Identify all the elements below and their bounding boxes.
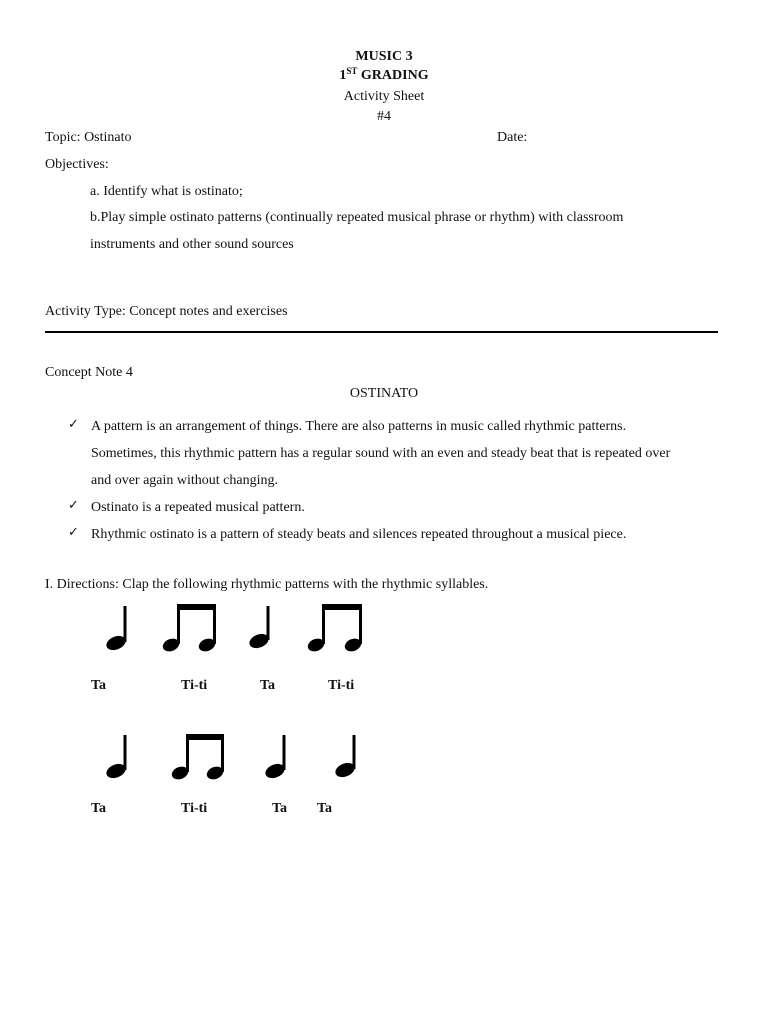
rhythm-syllable: Ta [91,678,107,693]
grading-title [0,67,768,85]
subject-title: MUSIC 3 [355,49,413,64]
topic-line: Topic: Ostinato [45,130,132,145]
check-icon: ✓ [68,525,79,540]
quarter-note-icon [333,735,356,780]
quarter-note-icon [104,735,127,781]
rhythm-pattern-1 [95,600,460,675]
rhythm-syllable: Ti-ti [181,678,208,693]
rhythm-syllable: Ta [260,678,276,693]
bullet-3: Rhythmic ostinato is a pattern of steady beats and silences repeated throughout a musical piece. [91,527,627,542]
quarter-note-icon [263,735,286,781]
rhythm-syllable: Ta [272,801,288,816]
section-divider [45,331,718,333]
rhythm-syllable: Ta [317,801,333,816]
check-icon: ✓ [68,498,79,513]
quarter-note-icon [104,606,127,653]
rhythm-syllable: Ta [91,801,107,816]
bullet-1-line-1: A pattern is an arrangement of things. There are also patterns in music called rhythmic patterns. [91,419,627,434]
eighth-note-pair-icon [161,604,217,654]
quarter-note-icon [247,606,270,651]
concept-note-label: Concept Note 4 [45,365,133,380]
objective-b: b.Play simple ostinato patterns (continually repeated musical phrase or rhythm) with classroom [90,210,624,225]
directions: I. Directions: Clap the following rhythmic patterns with the rhythmic syllables. [45,577,489,592]
grading-number: 1 [339,68,347,83]
rhythm-syllable: Ti-ti [181,801,208,816]
grading-word: GRADING [360,68,429,83]
date-label: Date: [497,130,528,145]
rhythm-syllable: Ti-ti [328,678,355,693]
objective-a: a. Identify what is ostinato; [90,184,243,199]
check-icon: ✓ [68,417,79,432]
eighth-note-pair-icon [170,734,225,782]
grading-suffix: ST [346,66,358,76]
concept-title: OSTINATO [349,386,419,401]
objective-b-continued: instruments and other sound sources [90,237,294,252]
eighth-note-pair-icon [306,604,363,654]
sheet-type: Activity Sheet [343,89,425,104]
objectives-heading: Objectives: [45,157,109,172]
bullet-1-line-3: and over again without changing. [91,473,279,488]
bullet-2: Ostinato is a repeated musical pattern. [91,500,305,515]
bullet-1-line-2: Sometimes, this rhythmic pattern has a regular sound with an even and steady beat that is repeated over [91,446,671,461]
rhythm-pattern-2 [95,730,460,805]
sheet-number: #4 [377,109,391,124]
activity-type: Activity Type: Concept notes and exercises [45,304,288,319]
